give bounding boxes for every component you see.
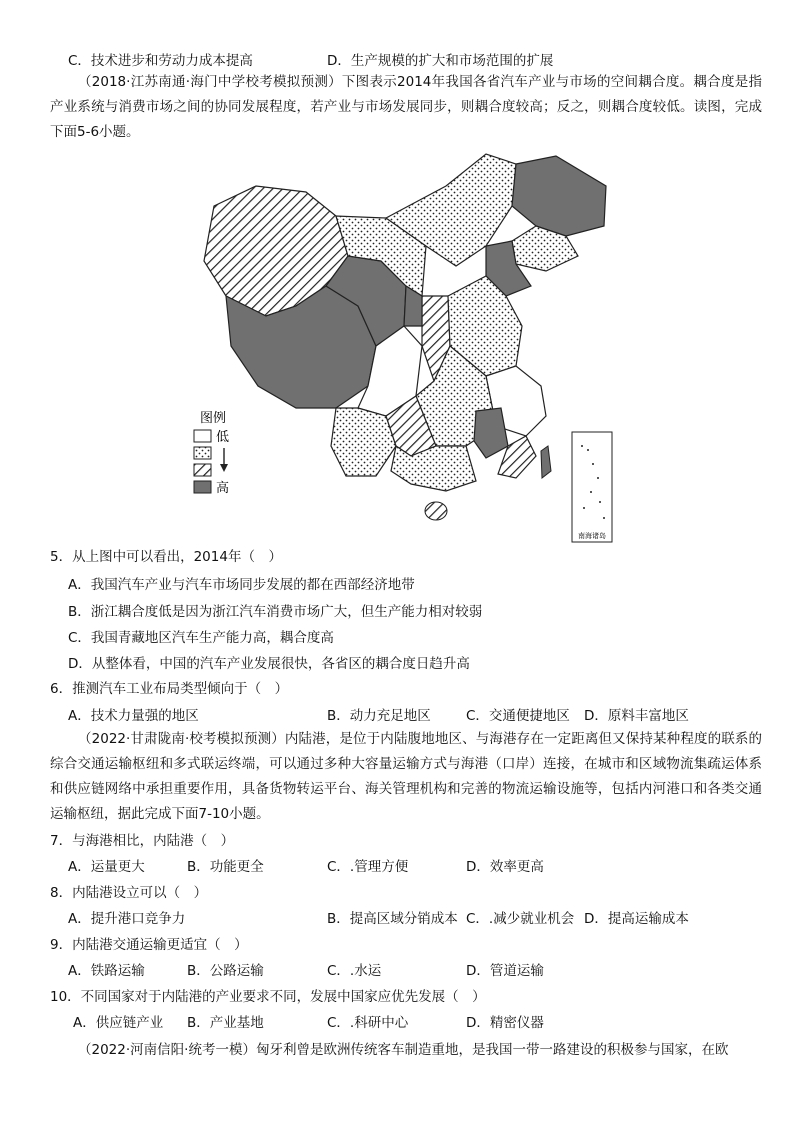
q6-option-a: A．技术力量强的地区 <box>68 708 199 724</box>
q10-stem: 10．不同国家对于内陆港的产业要求不同，发展中国家应优先发展（ ） <box>50 989 486 1005</box>
q9-option-a: A．铁路运输 <box>68 963 145 979</box>
legend-low-label: 低 <box>216 430 230 445</box>
q8-option-a: A．提升港口竞争力 <box>68 911 186 927</box>
legend-title: 图例 <box>200 411 227 426</box>
q8-option-b: B．提高区域分销成本 <box>327 911 458 927</box>
region-guangxi <box>391 446 476 491</box>
intro-paragraph-3: （2022·河南信阳·统考一模）匈牙利曾是欧洲传统客车制造重地，是我国一带一路建设的积极参与国家，在欧 <box>78 1042 729 1058</box>
region-heilongjiang <box>512 156 606 236</box>
q7-option-a: A．运量更大 <box>68 859 145 875</box>
legend-swatch-dots <box>194 447 211 459</box>
south-china-sea-inset <box>572 432 612 542</box>
q5-option-b: B．浙江耦合度低是因为浙江汽车消费市场广大，但生产能力相对较弱 <box>68 604 483 620</box>
legend-swatch-hatch <box>194 464 211 476</box>
q5-option-a: A．我国汽车产业与汽车市场同步发展的都在西部经济地带 <box>68 577 415 593</box>
legend-high-label: 高 <box>216 481 230 496</box>
q9-option-c: C．.水运 <box>327 963 382 979</box>
q6-option-d: D．原料丰富地区 <box>584 708 689 724</box>
legend-swatch-dark <box>194 481 211 493</box>
q10-option-a: A．供应链产业 <box>73 1015 164 1031</box>
region-hainan <box>425 502 447 520</box>
q7-option-c: C．.管理方便 <box>327 859 409 875</box>
q6-option-b: B．动力充足地区 <box>327 708 431 724</box>
q10-option-b: B．产业基地 <box>187 1015 264 1031</box>
q10-option-d: D．精密仪器 <box>466 1015 544 1031</box>
intro-paragraph-1: （2018·江苏南通·海门中学校考模拟预测）下图表示2014年我国各省汽车产业与市场的空间耦合度。耦合度是指产业系统与消费市场之间的协同发展程度，若产业与市场发展同步，则耦合度较高；反之，则耦合度较低。读图，完成下面5-6小题。 <box>50 74 762 140</box>
china-coupling-map <box>186 146 616 546</box>
q9-option-b: B．公路运输 <box>187 963 264 979</box>
option-c-prev: C．技术进步和劳动力成本提高 <box>68 53 253 69</box>
q6-stem: 6．推测汽车工业布局类型倾向于（ ） <box>50 681 289 697</box>
region-jiangxi <box>474 408 508 458</box>
q9-stem: 9．内陆港交通运输更适宜（ ） <box>50 937 248 953</box>
q7-option-b: B．功能更全 <box>187 859 264 875</box>
q6-option-c: C．交通便捷地区 <box>466 708 570 724</box>
q8-option-d: D．提高运输成本 <box>584 911 689 927</box>
q5-stem: 5．从上图中可以看出，2014年（ ） <box>50 549 282 565</box>
legend-swatch-white <box>194 430 211 442</box>
option-d-prev: D．生产规模的扩大和市场范围的扩展 <box>327 53 554 69</box>
q8-stem: 8．内陆港设立可以（ ） <box>50 885 208 901</box>
q7-option-d: D．效率更高 <box>466 859 544 875</box>
region-taiwan <box>541 446 551 478</box>
q10-option-c: C．.科研中心 <box>327 1015 409 1031</box>
intro-paragraph-2: （2022·甘肃陇南·校考模拟预测）内陆港，是位于内陆腹地地区、与海港存在一定距离但又保持某种程度的联系的综合交通运输枢纽和多式联运终端，可以通过多种大容量运输方式与海港（口岸）连接，在城市和区域物流集疏运体系和供应链网络中承担重要作用，具备货物转运平台、海关管理机构和完善的物流运输设施等，包括内河港口和各类交通运输枢纽，据此完成下面7-10小题。 <box>50 731 762 822</box>
q7-stem: 7．与海港相比，内陆港（ ） <box>50 833 235 849</box>
inset-label: 南海诸岛 <box>578 532 606 540</box>
q9-option-d: D．管道运输 <box>466 963 544 979</box>
q5-option-c: C．我国青藏地区汽车生产能力高，耦合度高 <box>68 630 334 646</box>
q5-option-d: D．从整体看，中国的汽车产业发展很快，各省区的耦合度日趋升高 <box>68 656 470 672</box>
q8-option-c: C．.减少就业机会 <box>466 911 575 927</box>
